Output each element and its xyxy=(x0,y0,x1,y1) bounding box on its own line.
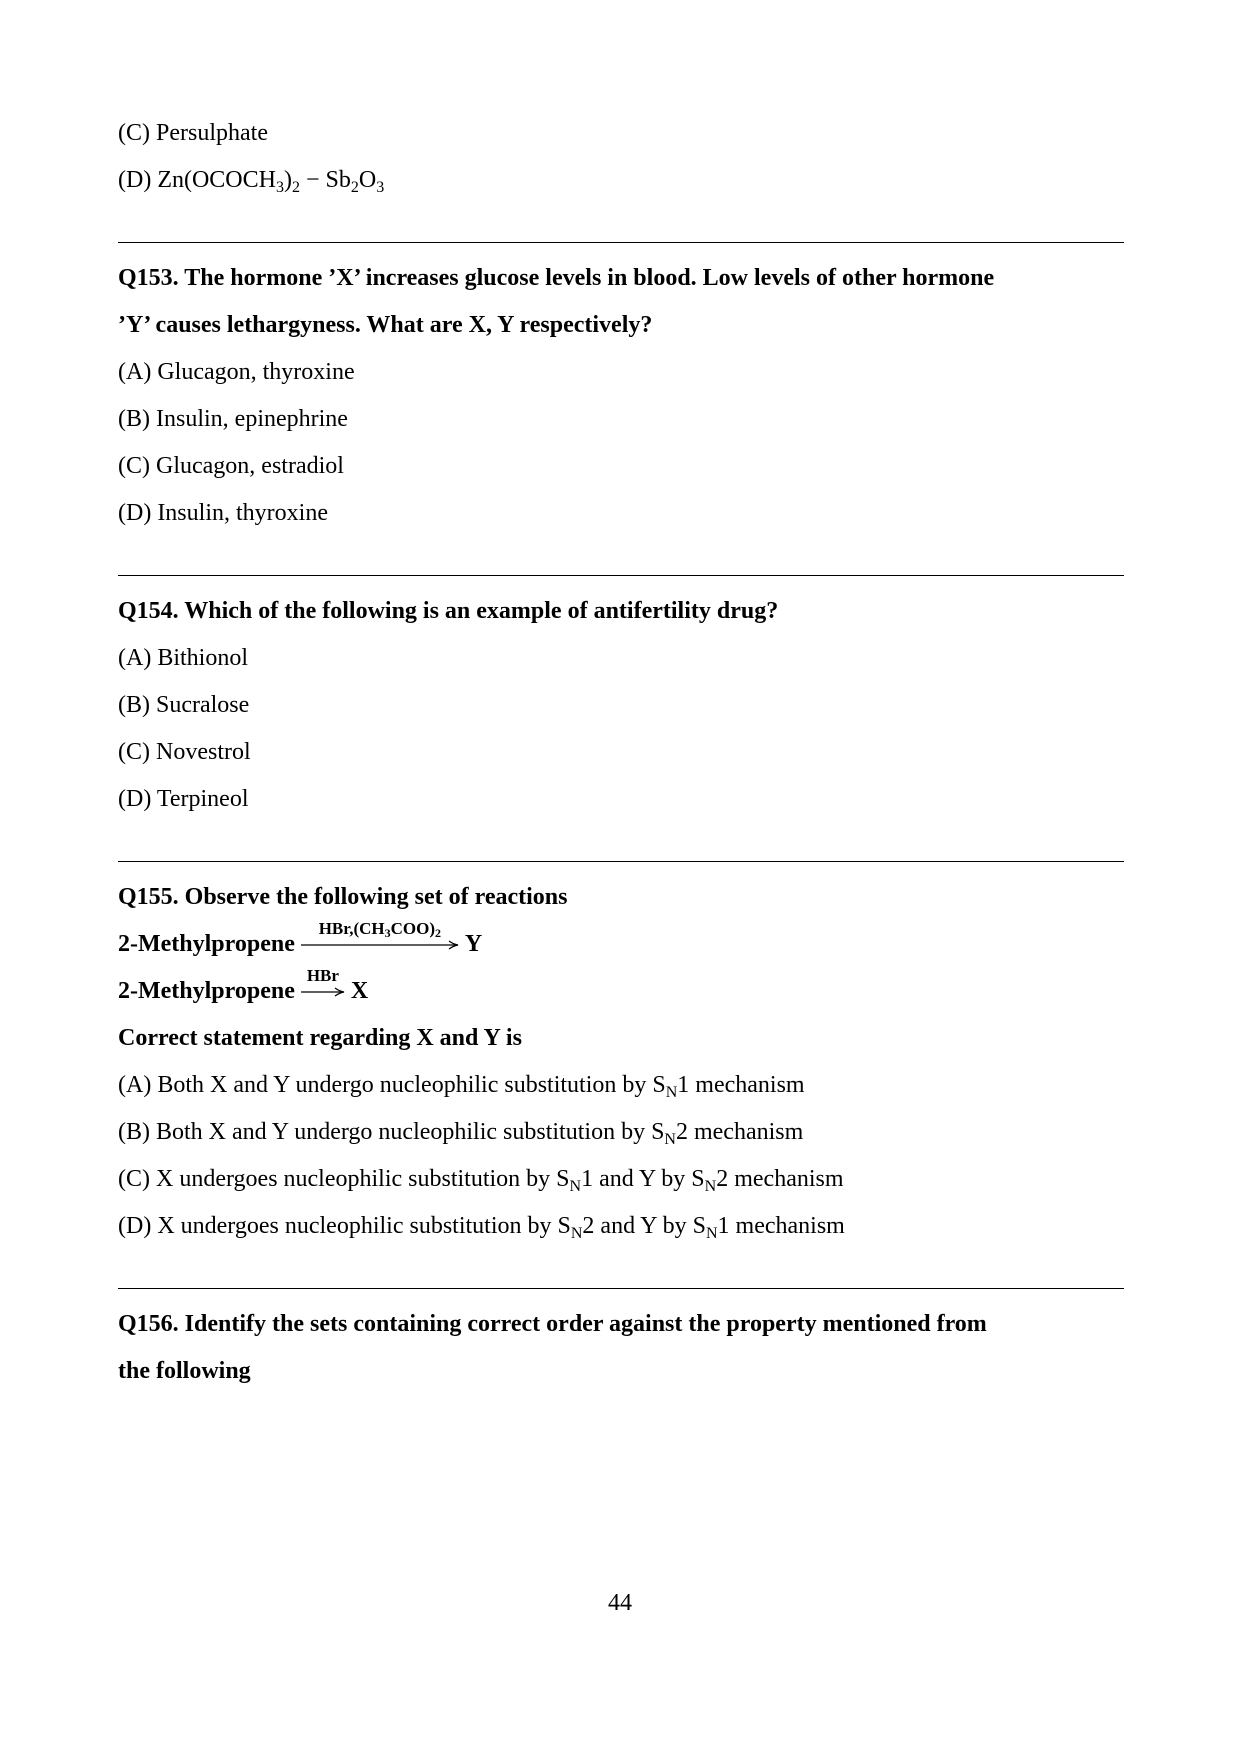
option-d-prev: (D) $Zn(OCOCH_3)_2 - Sb_2O_3$ xyxy=(118,167,385,196)
q153-text-line2: ’Y’ causes lethargyness. What are X, Y respectively? xyxy=(118,312,653,338)
q153-option-c: (C) Glucagon, estradiol xyxy=(118,453,344,479)
q155-option-b: (B) Both X and Y undergo nucleophilic substitution by $S_N2$ mechanism xyxy=(118,1119,804,1148)
option-c-prev: (C) Persulphate xyxy=(118,120,268,146)
q153-text-line1: Q153. The hormone ’X’ increases glucose levels in blood. Low levels of other hormone xyxy=(118,265,995,291)
reaction-arrow: HBr,(CH3COO)2 xyxy=(301,940,459,950)
q155-option-d: (D) X undergoes nucleophilic substitution by $S_N2$ and Y by $S_N1$ mechanism xyxy=(118,1213,845,1242)
q155-option-a: (A) Both X and Y undergo nucleophilic substitution by $S_N1$ mechanism xyxy=(118,1072,805,1101)
q155-reaction-1: 2-Methylpropene HBr,(CH3COO)2 Y xyxy=(118,919,483,957)
q153-option-d: (D) Insulin, thyroxine xyxy=(118,500,328,526)
page-number: 44 xyxy=(608,1590,632,1616)
q155-option-c: (C) X undergoes nucleophilic substitution by $S_N1$ and Y by $S_N2$ mechanism xyxy=(118,1166,844,1195)
q154-option-c: (C) Novestrol xyxy=(118,739,251,765)
reaction-arrow: HBr xyxy=(301,987,345,997)
q155-statement: Correct statement regarding X and Y is xyxy=(118,1025,522,1051)
q156-text-line1: Q156. Identify the sets containing correct order against the property mentioned from xyxy=(118,1311,987,1337)
q154-option-a: (A) Bithionol xyxy=(118,645,248,671)
q154-text: Q154. Which of the following is an example of antifertility drug? xyxy=(118,598,779,624)
q155-reaction-2: 2-Methylpropene HBr X xyxy=(118,966,369,1004)
q155-text: Q155. Observe the following set of reactions xyxy=(118,884,568,910)
q153-option-a: (A) Glucagon, thyroxine xyxy=(118,359,355,385)
document-page xyxy=(118,110,1124,1395)
q153-option-b: (B) Insulin, epinephrine xyxy=(118,406,348,432)
q156-text-line2: the following xyxy=(118,1358,251,1384)
right-arrow-icon xyxy=(301,987,345,997)
q154-option-d: (D) Terpineol xyxy=(118,786,249,812)
q154-option-b: (B) Sucralose xyxy=(118,692,250,718)
